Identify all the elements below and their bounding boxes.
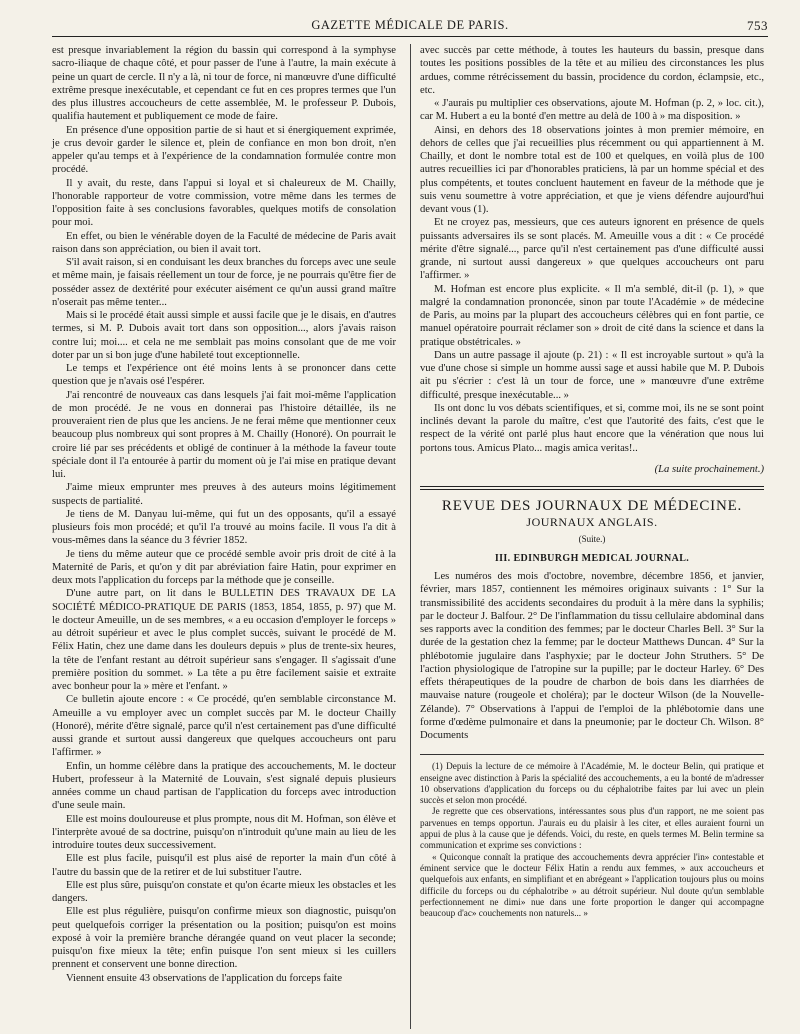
section-heading: III. EDINBURGH MEDICAL JOURNAL. (494, 552, 690, 564)
column-divider (410, 44, 411, 1029)
paragraph: Mais si le procédé était aussi simple et aussi facile que je le disais, en d'autres termes, si M. P. Dubois avait tort dans son opposition..., alors j'avais raison contre lui; moi.... et cela ne me semblait pas moins consolant que de me voir doter par un si bon juge d'une habileté tout exceptionnelle. (52, 310, 396, 361)
paragraph: En présence d'une opposition partie de si haut et si énergiquement exprimée, je crus devoir garder le silence et, plein de confiance en mon bon droit, n'en appeler qu'au temps et à l'expérience de la condamnation formulée contre mon procédé. (52, 124, 396, 176)
footnote: (1) Depuis la lecture de ce mémoire à l'Académie, M. le docteur Belin, qui pratique et enseigne avec distinction à Paris la spécialité des accouchements, a eu la bonté de m'adresser 10 observations d'application du forceps ou du céphalotribe faites par lui avec un plein succès et selon mon procédé. (420, 761, 764, 806)
footnote: Je regrette que ces observations, intéressantes sous plus d'un rapport, ne me soient pas parvenues en temps opportun. J'aurais eu du plaisir à les citer, et elles auraient fourni un appui de plus à la cause que je défends. Voici, du reste, en quels termes M. Belin termine sa communication et exprime ses convictions : (420, 806, 764, 851)
paragraph: Ils ont donc lu vos débats scientifiques, et si, comme moi, ils ne se sont point inclinés devant la parole du maître, c'est que l'autorité des faits, c'est que le respect de la vérité ont parlé plus haut encore que la vénération que nous lui portons tous. Amicus Plato... magis amica veritas!.. (420, 402, 764, 454)
paragraph: Il y avait, du reste, dans l'appui si loyal et si chaleureux de M. Chailly, l'honorable rapporteur de votre commission, votre même dans les termes de l'opposition faite à ses conclusions favorables, quelques motifs de consolation pour moi. (52, 177, 396, 229)
paragraph: Elle est plus sûre, puisqu'on constate et qu'on écarte mieux les obstacles et les dangers. (52, 879, 396, 904)
paragraph: J'aime mieux emprunter mes preuves à des auteurs moins légitimement suspects de partialité. (52, 482, 396, 507)
section-subtitle: JOURNAUX ANGLAIS. (526, 515, 658, 530)
section-title: REVUE DES JOURNAUX DE MÉDECINE. (441, 498, 743, 514)
paragraph: Dans un autre passage il ajoute (p. 21) : « Il est incroyable surtout » qu'à la vue d'une chose si simple un homme aussi sage et aussi habile que M. P. Dubois ait pu s'écrier : c'est là un tour de force, une » manœuvre d'une extrême difficulté, presque inexécutable... » (420, 349, 764, 401)
section-body: Les numéros des mois d'octobre, novembre, décembre 1856, et janvier, février, mars 1857, contiennent les mémoires originaux suivants : 1° Sur la transmissibilité des accidents secondaires du produit à la mère dans la syphilis; par le docteur J. Balfour. 2° De l'inflammation du tissu cellulaire abdominal dans ses rapports avec la condition des femmes; par le docteur Charles Bell. 3° Sur la durée de la gestation chez la femme; par le docteur Matthews Duncan. 4° Sur la phlébotomie jugulaire dans l'asphyxie; par le docteur John Struthers. 5° De l'action physiologique de l'atropine sur la pupille; par le docteur Harley. 6° Des effets thérapeutiques de la poudre de charbon de bois dans les diarrhées de mauvaise nature (rougeole et choléra); par le docteur Wilson (de la Nouvelle-Zélande). 7° Observations à l'appui de l'emploi de la phlébotomie dans une forme d'œdème pulmonaire et dans la pneumonie; par le docteur Ch. Wilson. 8° Documents (420, 571, 764, 741)
footnote-rule (420, 754, 764, 755)
paragraph: Viennent ensuite 43 observations de l'application du forceps faite (66, 972, 343, 984)
paragraph: avec succès par cette méthode, à toutes les hauteurs du bassin, presque dans toutes les positions possibles de la tête et au milieu des circonstances les plus ardues, comme rétrécissement du bassin, procidence du cordon, éclampsie, etc., etc. (420, 45, 764, 96)
paragraph: En effet, ou bien le vénérable doyen de la Faculté de médecine de Paris avait raison dans son appréciation, ou bien il avait tort. (52, 230, 396, 255)
paragraph: Enfin, un homme célèbre dans la pratique des accouchements, M. le docteur Hubert, professeur à la Maternité de Louvain, s'est signalé depuis plusieurs années comme un chaud partisan de l'application du forceps avec introduction d'une seule main. (52, 760, 396, 812)
section-rule (420, 486, 764, 490)
paragraph: « J'aurais pu multiplier ces observations, ajoute M. Hofman (p. 2, » loc. cit.), car M. Hubert a eu la bonté d'en mettre au delà de 100 à » ma disposition. » (420, 98, 764, 123)
paragraph: Le temps et l'expérience ont été moins lents à se prononcer dans cette question que je n'avais osé l'espérer. (52, 363, 396, 388)
paragraph: est presque invariablement la région du bassin qui correspond à la symphyse sacro-iliaque de chaque côté, et pour passer de l'une à l'autre, la main exécute à peine un quart de cercle. Il n'y a là, ni tour de force, ni manœuvre d'une difficulté extrême presque inexécutable, et cependant ce fut en ces propres termes que l'un des plus illustres accoucheurs de cette assemblée, M. le professeur P. Dubois, qualifia hautement et publiquement ce mode de faire. (52, 45, 396, 123)
paragraph: Je tiens de M. Danyau lui-même, qui fut un des opposants, qu'il a essayé plusieurs fois mon procédé; et qu'il l'a trouvé au moins facile. Il vous l'a dit à vous-mêmes dans la séance du 3 février 1852. (52, 508, 396, 547)
paragraph: J'ai rencontré de nouveaux cas dans lesquels j'ai fait moi-même l'application de mon procédé. Je ne vous en donnerai pas l'histoire détaillée, ils ne prouveraient rien de plus que les anciens. Je ne ferai même que mentionner ceux beaucoup plus nombreux qui sont propres à M. Chailly (Honoré). On pourrait le croire lié par ses précédents et obligé de continuer à la méthode la faveur toute spéciale dont il l'a entourée à partir du moment où je l'ai mise en pratique devant lui. (52, 389, 396, 480)
page-number: 753 (747, 18, 768, 33)
footnotes (420, 761, 764, 919)
paragraph: S'il avait raison, si en conduisant les deux branches du forceps avec une seule et même main, je faisais réellement un tour de force, je ne pourrais qu'être fier de posséder assez de dextérité pour exécuter aisément ce qu'un aussi grand maître n'oserait pas même tenter... (52, 257, 396, 308)
page-header (52, 10, 768, 37)
paragraph: M. Hofman est encore plus explicite. « Il m'a semblé, dit-il (p. 1), » que malgré la condamnation prononcée, sinon par toute l'Académie » de médecine de Paris, au moins par la plupart des accoucheurs célèbres qui en font partie, ce manuel opératoire pourrait réclamer son » droit de cité dans la science et dans la pratique obstétricales. » (420, 283, 764, 348)
footnote: « Quiconque connaît la pratique des accouchements devra apprécier l'in» contestable et éminent service que le docteur Félix Hatin a rendu aux femmes, » aux accoucheurs et quelquefois aux enfants, en simplifiant et en abrégeant » l'application toujours plus ou moins difficile du forceps ou du céphalotribe » au détroit supérieur. Nul doute qu'un semblable perfectionnement ne dimi» nue dans une forte proportion le danger qui accompagne beaucoup d'ac» couchements non naturels... » (420, 851, 764, 919)
paragraph: Ce bulletin ajoute encore : « Ce procédé, qu'en semblable circonstance M. Ameuille a vu employer avec un complet succès par M. le docteur Chailly (Honoré), mérite d'être signalé, parce qu'il n'est certainement pas d'une difficulté aussi grande et surtout aussi dangereux que quelques accoucheurs ont paru l'affirmer. » (52, 694, 396, 759)
paragraph: Je tiens du même auteur que ce procédé semble avoir pris droit de cité à la Maternité de Paris, et qu'on y dit par abréviation faire Hatin, pour exprimer en deux mots l'application du forceps par la méthode que je conseille. (52, 548, 396, 586)
paragraph: Elle est plus facile, puisqu'il est plus aisé de reporter la main d'un côté à l'autre du bassin que de la retirer et de lui substituer l'autre. (52, 853, 396, 878)
left-column (52, 44, 396, 985)
journal-title: GAZETTE MÉDICALE DE PARIS. (311, 18, 509, 32)
paragraph: Elle est moins douloureuse et plus prompte, nous dit M. Hofman, son élève et l'interprète avoué de sa doctrine, puisqu'on n'introduit qu'une main au lieu de les introduire toutes deux successivement. (52, 813, 396, 851)
paragraph: Et ne croyez pas, messieurs, que ces auteurs ignorent en présence de quels puissants adversaires ils se sont placés. M. Ameuille vous a dit : « Ce procédé mérite d'être signalé..., parce qu'il n'est certainement pas d'une difficulté aussi grande, ni surtout aussi dangereux » que quelques accoucheurs ont paru l'affirmer. » (420, 217, 764, 282)
paragraph: D'une autre part, on lit dans le BULLETIN DES TRAVAUX DE LA SOCIÉTÉ MÉDICO-PRATIQUE DE PARIS (1853, 1854, 1855, p. 97) que M. le docteur Ameuille, un de ses membres, « a eu occasion d'employer le forceps » au détroit supérieur et avec le plus complet succès, suivant le procédé de M. Félix Hatin, chez une dame dans les douleurs depuis » plus de trente-six heures, la tête de l'enfant restant au détroit supérieur sans s'engager. Il s'agissait d'une première position du sommet. » La tête a pu être facilement saisie et extraite avec bonheur pour la » mère et l'enfant. » (52, 588, 396, 692)
section-note: (Suite.) (578, 533, 606, 544)
to-be-continued: (La suite prochainement.) (654, 463, 764, 475)
paragraph: Elle est plus régulière, puisqu'on confirme mieux son diagnostic, puisqu'on peut quelquefois corriger la présentation ou la position; puisqu'on est moins exposé à voir la première branche dérangée quand on veut placer la seconde; puisqu'on fixe mieux la tête; enfin puisque l'on sent mieux si les cuillers prennent et conservent une bonne direction. (52, 906, 396, 971)
right-column (420, 44, 764, 919)
paragraph: Ainsi, en dehors des 18 observations jointes à mon premier mémoire, en dehors de celles que j'ai recueillies plus récemment ou qui appartiennent à M. Chailly, et dont le nombre total est de 100 et quelques, en voilà plus de 100 autres recueillies ici par d'honorables praticiens, là par un homme spécial et des plus compétents, et toutes concluent hautement en faveur de la méthode que je suis venu soumettre à votre appréciation, et que je viens défendre aujourd'hui devant vous (1). (420, 124, 764, 215)
